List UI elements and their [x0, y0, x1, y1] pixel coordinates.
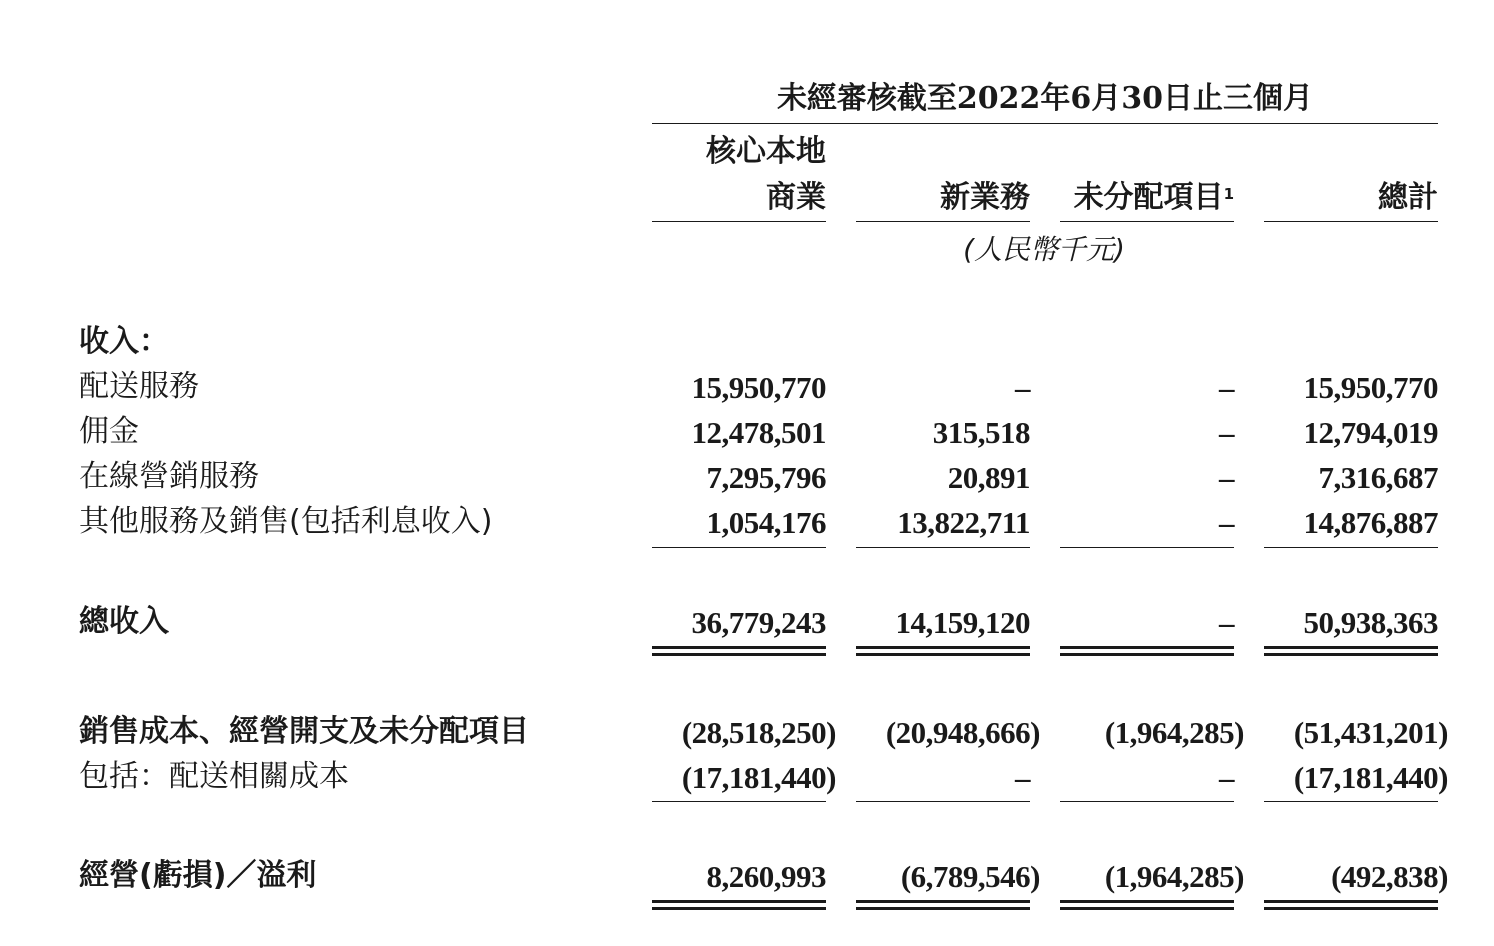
column-header-core-local-line1: 核心本地: [706, 134, 826, 169]
subtotal-rule-2: [856, 547, 1030, 548]
column-header-rule-2: [856, 221, 1030, 222]
cell-including-total: (17,181,440): [1293, 760, 1448, 795]
cell-costs-new: (20,948,666): [885, 715, 1040, 750]
cell-including-core: (17,181,440): [681, 760, 836, 795]
row-label-operating: 經營(虧損)／溢利: [79, 858, 317, 893]
cell-other-core: 1,054,176: [706, 505, 826, 540]
total-double-rule-1: [652, 646, 826, 656]
column-header-new-initiatives: 新業務: [940, 180, 1030, 215]
cell-other-new: 13,822,711: [897, 505, 1030, 540]
column-header-total: 總計: [1378, 180, 1438, 215]
operating-double-rule-4: [1264, 900, 1438, 910]
cell-including-unallocated: –: [1219, 760, 1234, 795]
cell-total-revenue-unallocated: –: [1219, 605, 1234, 640]
cell-operating-unallocated: (1,964,285): [1104, 859, 1244, 894]
cell-online-marketing-core: 7,295,796: [706, 460, 826, 495]
subtotal-rule-3: [1060, 547, 1234, 548]
column-header-unallocated-label: 未分配項目: [1073, 180, 1224, 215]
operating-double-rule-2: [856, 900, 1030, 910]
row-label-delivery: 配送服務: [79, 369, 199, 404]
subtotal-rule-4: [1264, 547, 1438, 548]
row-label-costs: 銷售成本、經營開支及未分配項目: [79, 714, 529, 749]
cell-other-unallocated: –: [1219, 505, 1234, 540]
total-double-rule-3: [1060, 646, 1234, 656]
operating-double-rule-3: [1060, 900, 1234, 910]
cell-delivery-total: 15,950,770: [1303, 370, 1438, 405]
row-label-commission: 佣金: [79, 414, 139, 449]
cost-rule-4: [1264, 801, 1438, 802]
currency-unit: (人民幣千元): [963, 233, 1125, 266]
cell-operating-new: (6,789,546): [900, 859, 1040, 894]
row-label-online-marketing: 在線營銷服務: [79, 459, 259, 494]
row-label-other-services: 其他服務及銷售(包括利息收入): [79, 504, 493, 539]
cell-total-revenue-new: 14,159,120: [895, 605, 1030, 640]
cost-rule-3: [1060, 801, 1234, 802]
total-double-rule-2: [856, 646, 1030, 656]
operating-double-rule-1: [652, 900, 826, 910]
cell-costs-total: (51,431,201): [1293, 715, 1448, 750]
cell-total-revenue-core: 36,779,243: [691, 605, 826, 640]
cost-rule-1: [652, 801, 826, 802]
cell-online-marketing-total: 7,316,687: [1318, 460, 1438, 495]
period-underline: [652, 123, 1438, 124]
cell-operating-core: 8,260,993: [706, 859, 826, 894]
cell-total-revenue-total: 50,938,363: [1303, 605, 1438, 640]
cell-delivery-unallocated: –: [1219, 370, 1234, 405]
revenue-heading: 收入：: [79, 324, 169, 359]
cell-online-marketing-new: 20,891: [947, 460, 1030, 495]
subtotal-rule-1: [652, 547, 826, 548]
cell-including-new: –: [1015, 760, 1030, 795]
cell-delivery-core: 15,950,770: [691, 370, 826, 405]
column-header-rule-4: [1264, 221, 1438, 222]
cost-rule-2: [856, 801, 1030, 802]
cell-operating-total: (492,838): [1331, 859, 1448, 894]
cell-commission-core: 12,478,501: [691, 415, 826, 450]
cell-costs-core: (28,518,250): [681, 715, 836, 750]
cell-commission-total: 12,794,019: [1303, 415, 1438, 450]
total-double-rule-4: [1264, 646, 1438, 656]
row-label-total-revenue: 總收入: [79, 604, 169, 639]
cell-other-total: 14,876,887: [1303, 505, 1438, 540]
row-label-including: 包括：配送相關成本: [79, 759, 349, 794]
column-header-rule-3: [1060, 221, 1234, 222]
cell-costs-unallocated: (1,964,285): [1104, 715, 1244, 750]
cell-online-marketing-unallocated: –: [1219, 460, 1234, 495]
column-header-rule-1: [652, 221, 826, 222]
cell-commission-new: 315,518: [932, 415, 1030, 450]
cell-delivery-new: –: [1015, 370, 1030, 405]
footnote-marker: 1: [1223, 185, 1234, 203]
cell-commission-unallocated: –: [1219, 415, 1234, 450]
period-title: 未經審核截至2022年6月30日止三個月: [776, 81, 1314, 116]
column-header-unallocated: [1060, 176, 1234, 220]
column-header-core-local-line2: 商業: [766, 180, 826, 215]
